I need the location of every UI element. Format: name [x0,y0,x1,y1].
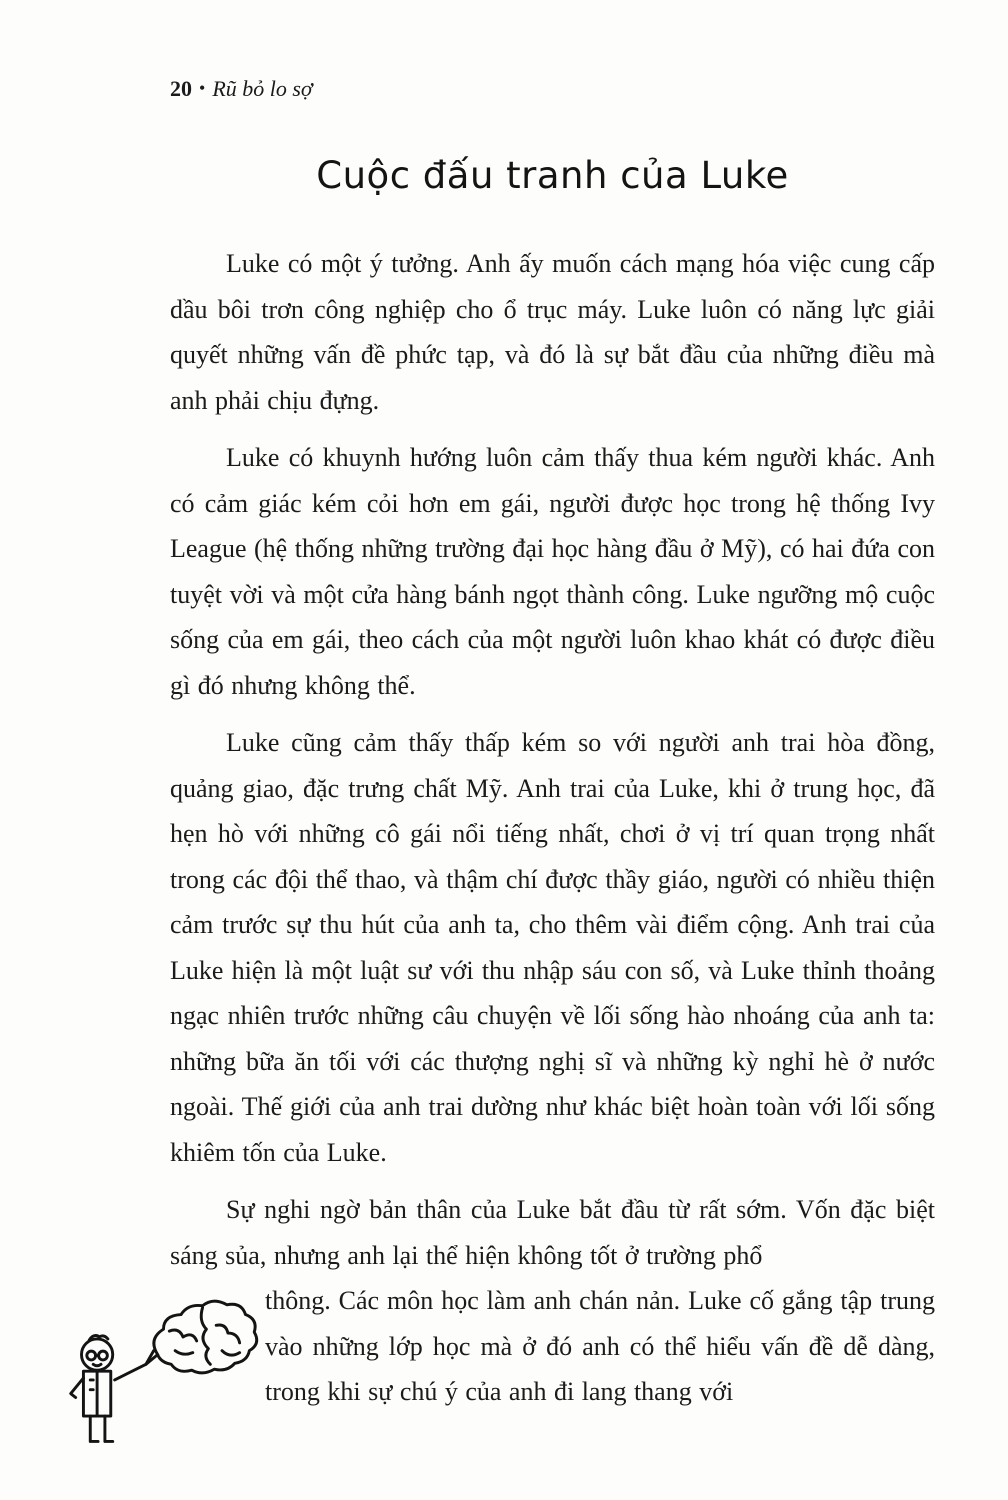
chapter-title: Cuộc đấu tranh của Luke [316,154,789,197]
page-header [170,76,935,102]
person-holding-brain-illustration [60,1296,265,1462]
paragraph-2: Luke có khuynh hướng luôn cảm thấy thua kém người khác. Anh có cảm giác kém cỏi hơn em gái, người được học trong hệ thống Ivy League (hệ thống những trường đại học hàng đầu ở Mỹ), có hai đứa con tuyệt vời và một cửa hàng bánh ngọt thành công. Luke ngưỡng mộ cuộc sống của em gái, theo cách của một người luôn khao khát có được điều gì đó nhưng không thể. [170,443,935,700]
paragraph-4-part1: Sự nghi ngờ bản thân của Luke bắt đầu từ rất sớm. Vốn đặc biệt sáng sủa, nhưng anh lại thể hiện không tốt ở trường phổ [170,1195,935,1270]
running-head-title: Rũ bỏ lo sợ [212,76,313,101]
page-number: 20 [170,76,192,101]
illustrated-row [170,1278,935,1462]
paragraph-1: Luke có một ý tưởng. Anh ấy muốn cách mạng hóa việc cung cấp dầu bôi trơn công nghiệp cho ổ trục máy. Luke luôn có năng lực giải quyết những vấn đề phức tạp, và đó là sự bắt đầu của những điều mà anh phải chịu đựng. [170,249,935,415]
header-separator: • [199,78,206,98]
paragraph-3: Luke cũng cảm thấy thấp kém so với người anh trai hòa đồng, quảng giao, đặc trưng chất Mỹ. Anh trai của Luke, khi ở trung học, đã hẹn hò với những cô gái nổi tiếng nhất, chơi ở vị trí quan trọng nhất trong các đội thể thao, và thậm chí được thầy giáo, người có nhiều thiện cảm trước sự thu hút của anh ta, cho thêm vài điểm cộng. Anh trai của Luke hiện là một luật sư với thu nhập sáu con số, và Luke thỉnh thoảng ngạc nhiên trước những câu chuyện về lối sống hào nhoáng của anh ta: những bữa ăn tối với các thượng nghị sĩ và những kỳ nghỉ hè ở nước ngoài. Thế giới của anh trai dường như khác biệt hoàn toàn với lối sống khiêm tốn của Luke. [170,728,935,1167]
paragraph-4-part2: thông. Các môn học làm anh chán nản. Luke cố gắng tập trung vào những lớp học mà ở đó anh có thể hiểu vấn đề dễ dàng, trong khi sự chú ý của anh đi lang thang với [265,1286,935,1406]
person-holding-brain-icon [60,1296,265,1462]
